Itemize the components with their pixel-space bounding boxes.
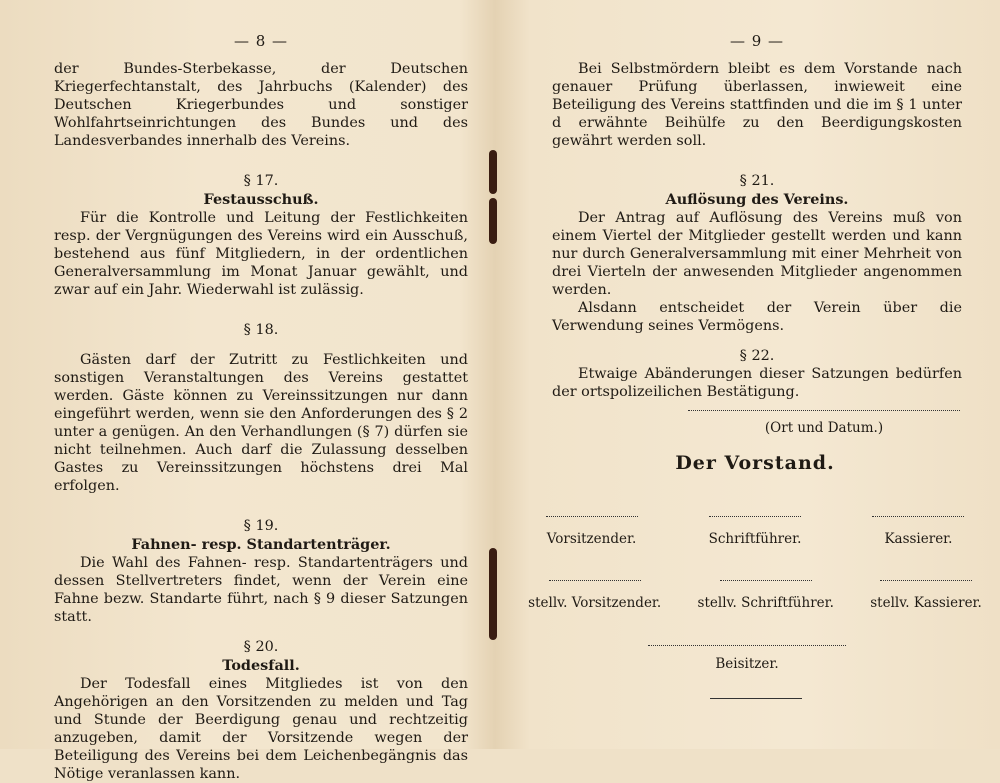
place-date-label: (Ort und Datum.) [764,420,884,436]
section-21-text-2: Alsdann entscheidet der Verein über die Verwendung seines Vermögens. [552,300,962,334]
signature-label: Kassierer. [884,531,953,547]
signature-row-1 [510,516,1000,547]
signature-field [870,580,982,611]
section-20-text: Der Todesfall eines Mitgliedes ist von den Angehörigen an den Vorsitzenden zu melden und Tag und Stunde der Beerdigung genau und rechtzeitig anzugeben, damit der Vorsitzende wegen der Beteiligung des Vereins bei dem Leichenbegängnis das Nötige veranlassen kann. [54,676,468,782]
section-17-text: Für die Kontrolle und Leitung der Festlichkeiten resp. der Vergnügungen des Vereins wird ein Ausschuß, bestehend aus fünf Mitgliedern, in der ordentlichen Generalversammlung im Monat Januar gewählt, und zwar auf ein Jahr. Wiederwahl ist zulässig. [54,210,468,298]
right-page [510,0,1000,749]
section-21-text: Der Antrag auf Auflösung des Vereins muß von einem Viertel der Mitglieder gestellt werden und kann nur durch Generalversammlung mit einer Mehrheit von drei Vierteln der anwesenden Mitglieder angenommen werden. [552,210,962,298]
page-number: — 9 — [729,32,785,50]
page-number: — 8 — [233,32,289,50]
section-20-title: Todesfall. [222,657,300,674]
place-date-line [688,410,960,411]
board-title: Der Vorstand. [675,452,835,474]
section-18-number: § 18. [243,322,279,338]
signature-label: stellv. Schriftführer. [697,595,834,611]
section-17-title: Festausschuß. [203,191,319,208]
signature-field [872,516,964,547]
section-18-text: Gästen darf der Zutritt zu Festlichkeiten und sonstigen Veranstaltungen des Vereins gestattet werden. Gäste können zu Vereinssitzungen nur dann eingeführt werden, wenn sie den Anforderungen des § 2 unter a genügen. An den Verhandlungen (§ 7) dürfen sie nicht teilnehmen. Auch darf die Zulassung desselben Gastes zu Vereinssitzungen höchstens drei Mal erfolgen. [54,352,468,494]
left-page [0,0,490,782]
section-22-number: § 22. [739,348,775,364]
section-19-title: Fahnen- resp. Standartenträger. [131,536,391,553]
paragraph-intro: der Bundes-Sterbekasse, der Deutschen Kriegerfechtanstalt, des Jahrbuchs (Kalender) des Deutschen Kriegerbundes und sonstiger Wohlfahrtseinrichtungen des Bundes und des Landesverbandes innerhalb des Vereins. [54,61,468,149]
section-20-number: § 20. [243,639,279,655]
section-22-text: Etwaige Abänderungen dieser Satzungen bedürfen der ortspolizeilichen Bestätigung. [552,366,962,400]
binding-mark [489,548,497,640]
signature-label: stellv. Vorsitzender. [528,595,662,611]
assessor-line [648,645,846,646]
signature-label: Vorsitzender. [546,531,637,547]
section-21-number: § 21. [739,173,775,189]
signature-field [528,580,661,611]
binding-mark [489,198,497,244]
paragraph-intro: Bei Selbstmördern bleibt es dem Vorstande nach genauer Prüfung überlassen, inwieweit eine Beteiligung des Vereins stattfinden und die im § 1 unter d erwähnte Beihülfe zu den Beerdigungskosten gewährt werden soll. [552,61,962,149]
assessor-signature-line [710,698,802,699]
binding-mark [489,150,497,194]
section-21-title: Auflösung des Vereins. [665,191,849,208]
section-19-text: Die Wahl des Fahnen- resp. Standartenträgers und dessen Stellvertreters findet, wenn der Verein eine Fahne bezw. Standarte führt, nach § 9 dieser Satzungen statt. [54,555,468,625]
section-19-number: § 19. [243,518,279,534]
section-17-number: § 17. [243,173,279,189]
assessor-label: Beisitzer. [715,656,779,672]
signature-field [546,516,638,547]
signature-field [698,580,834,611]
signature-row-2 [510,580,1000,611]
signature-field [709,516,802,547]
signature-label: Schriftführer. [708,531,802,547]
signature-label: stellv. Kassierer. [870,595,982,611]
